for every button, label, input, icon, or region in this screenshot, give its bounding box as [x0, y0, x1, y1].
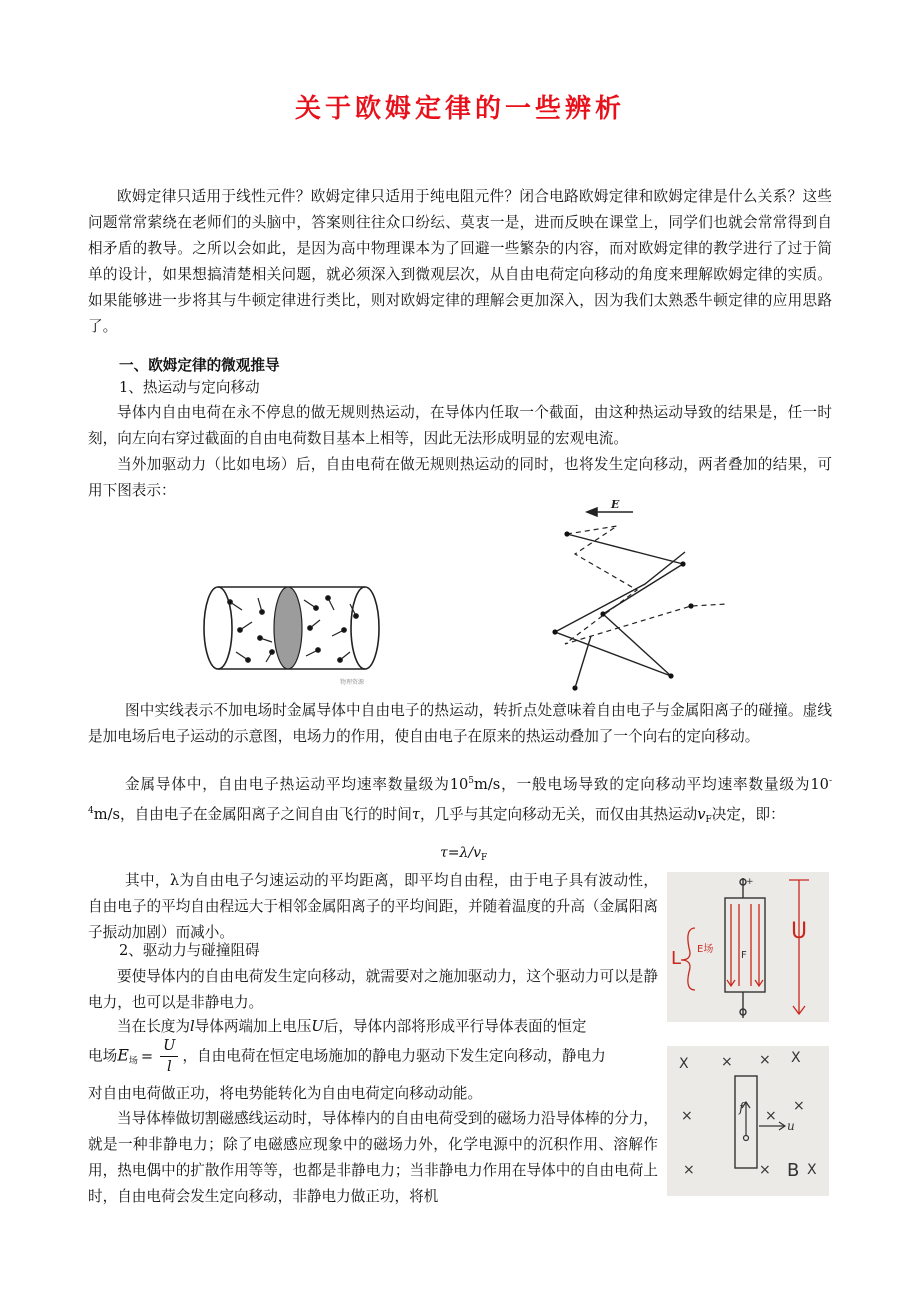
electron-path-figure: [545, 494, 735, 694]
sketch-u: u: [787, 1119, 795, 1133]
section-heading: 一、欧姆定律的微观推导: [119, 357, 280, 374]
field-label-E: E: [611, 498, 620, 511]
emf-paragraph: 当导体棒做切割磁感线运动时，导体棒内的自由电荷受到的磁场力沿导体棒的分力，就是一种非静电力；除了电磁感应现象中的磁场力外，化学电源中的沉积作用、溶解作用，热电偶中的扩散作用等等，也都是非静电力；当非静电力作用在导体中的自由电荷上时，自由电荷会发生定向移动，非静电力做正功，将机: [88, 1110, 658, 1205]
sketch-plus: +: [746, 877, 754, 887]
sketch-U: U: [791, 919, 808, 944]
figure-caption-paragraph: 图中实线表示不加电场时金属导体中自由电子的热运动，转折点处意味着自由电子与金属阳离子的碰撞。虚线是加电场后电子运动的示意图，电场力的作用，使自由电子在原来的热运动叠加了一个向右的定向移动。: [88, 702, 832, 745]
sketch-L: L: [671, 948, 682, 969]
field-sketch: [667, 872, 829, 1022]
sketch-F: F: [741, 950, 747, 961]
cross-mark: ×: [683, 1162, 695, 1178]
page-title: 关于欧姆定律的一些辨析: [294, 94, 625, 124]
field-fraction: $\frac{U}{l}$: [160, 1036, 178, 1077]
voltage-paragraph-line2: 电场$E_场$ = $\frac{U}{l}$ ，自由电荷在恒定电场施加的静电力驱动下发生定向移动，静电力: [88, 1037, 606, 1075]
cross-mark: X: [807, 1162, 817, 1178]
watermark-text: 物理资源: [340, 679, 365, 686]
speed-paragraph: 金属导体中，自由电子热运动平均速率数量级为$10^5m/s$，一般电场导致的定向移动平均速率数量级为$10^{-4}m/s$，自由电子在金属阳离子之间自由飞行的时间τ，几乎与其定向移动无关，而仅由其热运动$v_F$决定，即：: [88, 776, 832, 825]
magnetic-sketch: [667, 1046, 829, 1196]
subsection-heading-2: 2、驱动力与碰撞阻碍: [119, 942, 260, 959]
cross-mark: ×: [759, 1162, 771, 1178]
thermal-motion-paragraph: 导体内自由电荷在永不停息的做无规则热运动，在导体内任取一个截面，由这种热运动导致的结果是，任一时刻，向左向右穿过截面的自由电荷数目基本上相等，因此无法形成明显的宏观电流。: [88, 404, 832, 447]
sketch-E: E场: [697, 944, 714, 955]
drive-paragraph: 当外加驱动力（比如电场）后，自由电荷在做无规则热运动的同时，也将发生定向移动，两者叠加的结果，可用下图表示：: [88, 456, 832, 499]
tau-formula: $\tau=\lambda/v_F$: [440, 845, 488, 863]
cross-mark: X: [791, 1050, 801, 1066]
cross-mark: ×: [759, 1052, 771, 1068]
cross-mark: ×: [681, 1108, 693, 1124]
cross-mark: ×: [721, 1054, 733, 1070]
field-sketch-photo: [667, 872, 829, 1022]
sketch-f: f: [739, 1101, 744, 1116]
driving-force-paragraph: 要使导体内的自由电荷发生定向移动，就需要对之施加驱动力，这个驱动力可以是静电力，也可以是非静电力。: [88, 968, 658, 1011]
conductor-cylinder-figure: [200, 580, 390, 690]
voltage-paragraph-line1: 当在长度为l导体两端加上电压U后，导体内部将形成平行导体表面的恒定: [117, 1018, 587, 1035]
sketch-B: B: [787, 1160, 800, 1181]
subsection-heading: 1、热运动与定向移动: [119, 379, 260, 396]
cross-mark: ×: [793, 1098, 805, 1114]
intro-paragraph: 欧姆定律只适用于线性元件？欧姆定律只适用于纯电阻元件？闭合电路欧姆定律和欧姆定律是什么关系？这些问题常常萦绕在老师们的头脑中，答案则往往众口纷纭、莫衷一是，进而反映在课堂上，同学们也就会常常得到自相矛盾的教导。之所以会如此，是因为高中物理课本为了回避一些繁杂的内容，而对欧姆定律的教学进行了过于简单的设计，如果想搞清楚相关问题，就必须深入到微观层次，从自由电荷定向移动的角度来理解欧姆定律的实质。如果能够进一步将其与牛顿定律进行类比，则对欧姆定律的理解会更加深入，因为我们太熟悉牛顿定律的应用思路了。: [88, 188, 832, 335]
cross-mark: ×: [765, 1108, 777, 1124]
voltage-paragraph-line3: 对自由电荷做正功，将电势能转化为自由电荷定向移动动能。: [88, 1085, 483, 1102]
cross-mark: X: [679, 1056, 689, 1072]
mean-free-path-paragraph: 其中，λ为自由电子匀速运动的平均距离，即平均自由程，由于电子具有波动性，自由电子的平均自由程远大于相邻金属阳离子的平均间距，并随着温度的升高（金属阳离子振动加剧）而减小。: [88, 872, 658, 941]
magnetic-sketch-photo: [667, 1046, 829, 1196]
